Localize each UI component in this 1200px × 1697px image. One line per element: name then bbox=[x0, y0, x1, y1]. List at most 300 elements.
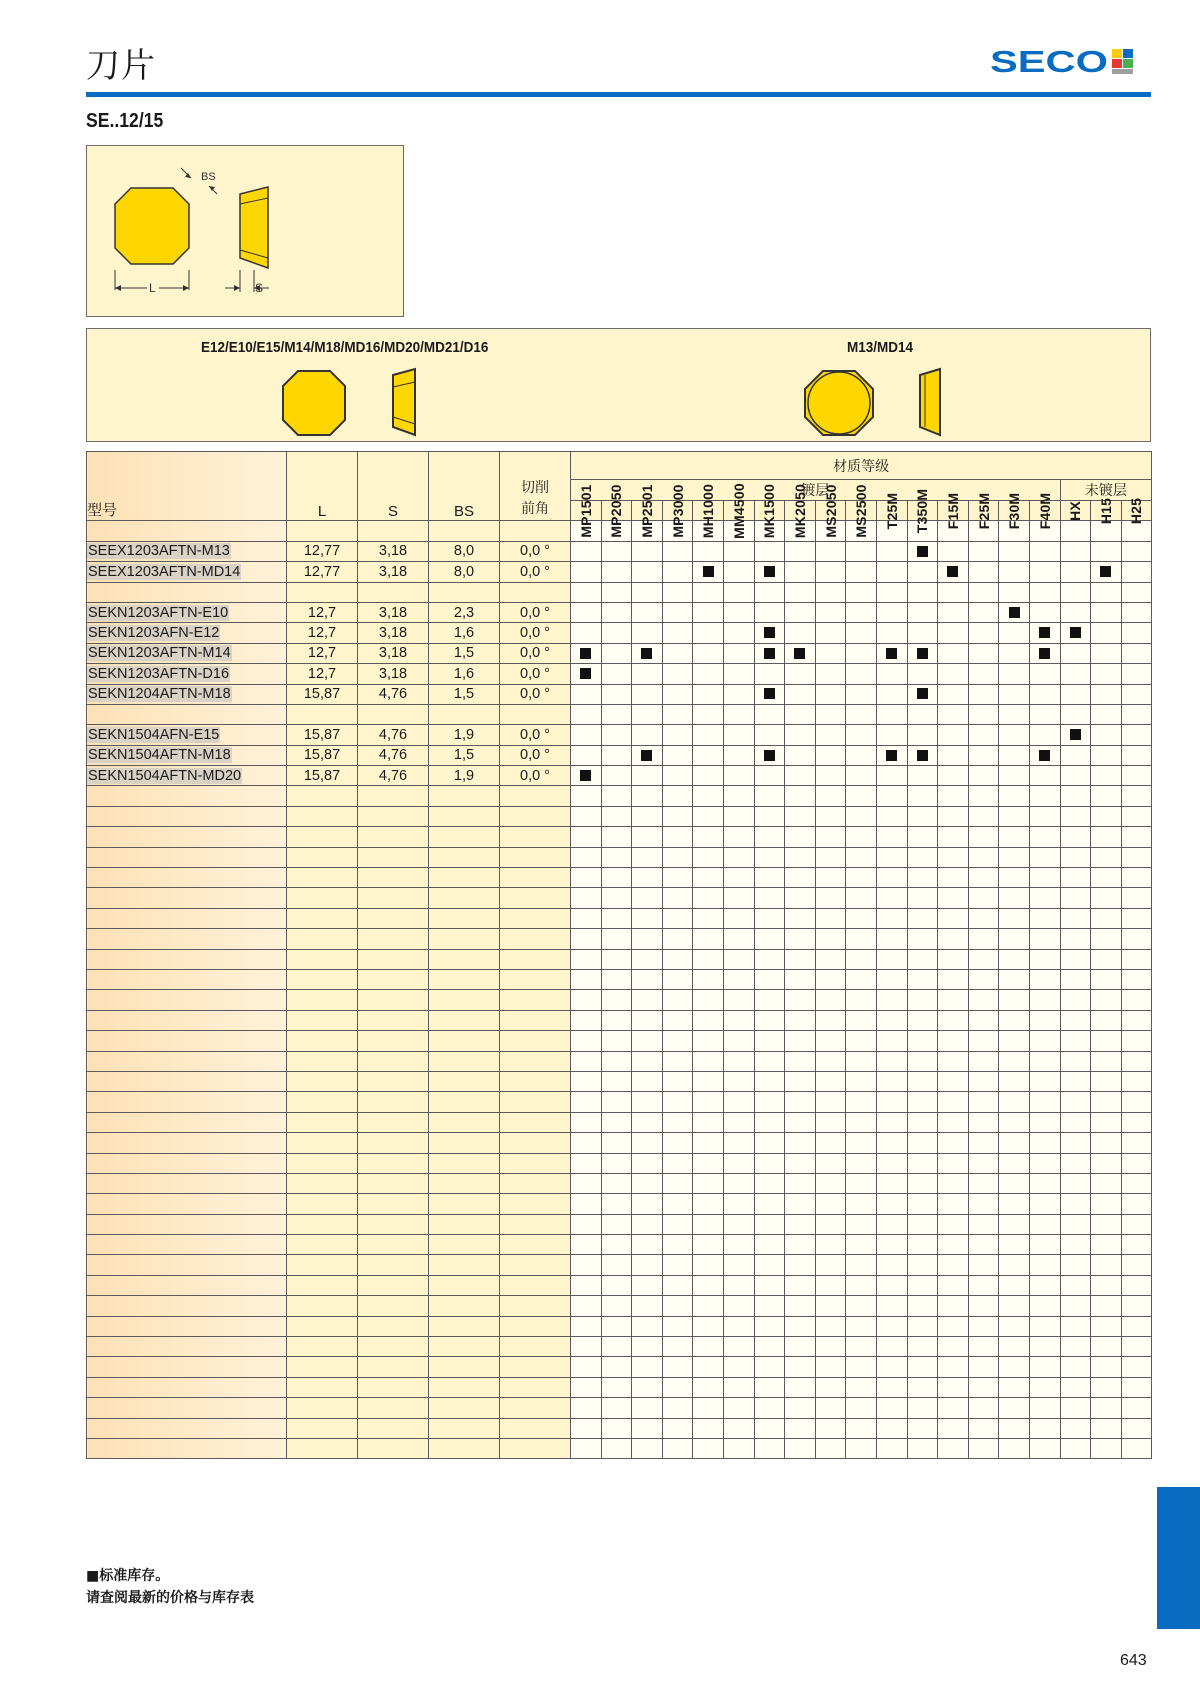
grade-cell bbox=[1029, 664, 1060, 684]
grade-cell bbox=[938, 684, 969, 704]
price-stock-note: 请查阅最新的价格与库存表 bbox=[86, 1590, 254, 1606]
empty-cell bbox=[999, 1153, 1030, 1173]
model-column-header: 型号 bbox=[87, 452, 287, 521]
empty-cell bbox=[876, 1173, 907, 1193]
empty-cell bbox=[693, 1051, 724, 1071]
empty-cell bbox=[1121, 1275, 1152, 1295]
model-cell bbox=[87, 623, 287, 643]
empty-cell bbox=[287, 949, 358, 969]
grade-label: F25M bbox=[975, 492, 992, 529]
empty-cell bbox=[785, 1275, 816, 1295]
empty-cell bbox=[876, 1337, 907, 1357]
grade-cell bbox=[632, 562, 663, 582]
empty-cell bbox=[500, 1031, 571, 1051]
empty-cell bbox=[1029, 1173, 1060, 1193]
empty-cell bbox=[1060, 1051, 1091, 1071]
empty-cell bbox=[754, 908, 785, 928]
grade-cell bbox=[601, 562, 632, 582]
empty-cell bbox=[1091, 582, 1122, 602]
empty-cell bbox=[693, 1235, 724, 1255]
grade-cell bbox=[785, 725, 816, 745]
grade-cell bbox=[968, 643, 999, 663]
model-cell bbox=[87, 725, 287, 745]
empty-cell bbox=[938, 1357, 969, 1377]
stock-mark bbox=[764, 566, 775, 577]
empty-cell bbox=[815, 704, 846, 724]
grade-cell bbox=[846, 684, 877, 704]
empty-cell bbox=[846, 786, 877, 806]
empty-cell bbox=[87, 1092, 287, 1112]
s-value: 3,18 bbox=[358, 541, 429, 561]
empty-cell bbox=[693, 1153, 724, 1173]
empty-cell bbox=[754, 1133, 785, 1153]
empty-cell bbox=[846, 1214, 877, 1234]
grade-cell bbox=[662, 664, 693, 684]
empty-cell bbox=[1029, 1275, 1060, 1295]
empty-cell bbox=[1091, 1153, 1122, 1173]
empty-cell bbox=[693, 1092, 724, 1112]
empty-cell bbox=[968, 1214, 999, 1234]
grade-header-h25 bbox=[1121, 497, 1152, 524]
grade-cell bbox=[1029, 643, 1060, 663]
table-row bbox=[87, 541, 1152, 561]
empty-cell bbox=[723, 1296, 754, 1316]
grade-cell bbox=[1121, 664, 1152, 684]
empty-cell bbox=[815, 1296, 846, 1316]
empty-cell bbox=[87, 1398, 287, 1418]
l-value: 12,7 bbox=[287, 623, 358, 643]
empty-cell bbox=[1091, 786, 1122, 806]
grade-header-t25m bbox=[876, 492, 907, 529]
empty-cell bbox=[601, 949, 632, 969]
empty-cell bbox=[429, 786, 500, 806]
bs-value: 1,9 bbox=[429, 766, 500, 786]
empty-cell bbox=[938, 1255, 969, 1275]
empty-cell bbox=[662, 929, 693, 949]
empty-cell bbox=[571, 582, 602, 602]
empty-cell bbox=[287, 1357, 358, 1377]
empty-cell bbox=[754, 1112, 785, 1132]
empty-cell bbox=[846, 949, 877, 969]
grade-cell bbox=[815, 623, 846, 643]
grade-cell bbox=[999, 602, 1030, 622]
empty-cell bbox=[693, 1438, 724, 1458]
empty-cell bbox=[785, 929, 816, 949]
empty-cell bbox=[815, 806, 846, 826]
empty-cell bbox=[1121, 1173, 1152, 1193]
empty-cell bbox=[999, 1173, 1030, 1193]
empty-cell bbox=[1091, 1398, 1122, 1418]
empty-cell bbox=[662, 1275, 693, 1295]
empty-cell bbox=[938, 806, 969, 826]
empty-cell bbox=[429, 1071, 500, 1091]
empty-cell bbox=[662, 1316, 693, 1336]
empty-cell bbox=[785, 1438, 816, 1458]
empty-cell bbox=[907, 1235, 938, 1255]
empty-cell bbox=[968, 1194, 999, 1214]
empty-cell bbox=[571, 1051, 602, 1071]
empty-cell bbox=[1029, 868, 1060, 888]
empty-cell bbox=[287, 1214, 358, 1234]
empty-cell bbox=[1121, 847, 1152, 867]
empty-cell bbox=[693, 1377, 724, 1397]
empty-cell bbox=[754, 1214, 785, 1234]
empty-cell bbox=[815, 847, 846, 867]
empty-cell bbox=[876, 1153, 907, 1173]
empty-cell bbox=[785, 1357, 816, 1377]
empty-cell bbox=[429, 929, 500, 949]
empty-cell bbox=[500, 990, 571, 1010]
empty-cell bbox=[500, 1092, 571, 1112]
grade-cell bbox=[601, 766, 632, 786]
empty-cell bbox=[938, 1296, 969, 1316]
l-value: 15,87 bbox=[287, 684, 358, 704]
table-row-empty bbox=[87, 1235, 1152, 1255]
empty-cell bbox=[968, 888, 999, 908]
empty-cell bbox=[1060, 1316, 1091, 1336]
empty-cell bbox=[358, 827, 429, 847]
empty-cell bbox=[999, 582, 1030, 602]
empty-cell bbox=[87, 1255, 287, 1275]
grade-cell bbox=[754, 602, 785, 622]
empty-cell bbox=[1029, 786, 1060, 806]
empty-cell bbox=[601, 990, 632, 1010]
empty-cell bbox=[938, 949, 969, 969]
empty-cell bbox=[785, 1153, 816, 1173]
empty-cell bbox=[846, 1031, 877, 1051]
empty-cell bbox=[571, 1214, 602, 1234]
grade-cell bbox=[968, 602, 999, 622]
grades-header: 材质等级 bbox=[571, 452, 1152, 480]
empty-cell bbox=[1091, 1031, 1122, 1051]
stock-mark bbox=[886, 648, 897, 659]
empty-cell bbox=[968, 929, 999, 949]
grade-cell bbox=[571, 684, 602, 704]
section-tab bbox=[1157, 1487, 1200, 1629]
empty-cell bbox=[999, 888, 1030, 908]
empty-cell bbox=[1121, 1357, 1152, 1377]
empty-cell bbox=[662, 1398, 693, 1418]
grade-cell bbox=[632, 541, 663, 561]
empty-cell bbox=[1029, 1010, 1060, 1030]
empty-cell bbox=[287, 1377, 358, 1397]
grade-cell bbox=[846, 541, 877, 561]
grade-header-ms2500 bbox=[846, 484, 877, 538]
empty-cell bbox=[938, 1214, 969, 1234]
empty-cell bbox=[815, 1112, 846, 1132]
empty-cell bbox=[1121, 990, 1152, 1010]
empty-cell bbox=[1029, 1296, 1060, 1316]
empty-cell bbox=[429, 949, 500, 969]
empty-cell bbox=[87, 806, 287, 826]
empty-cell bbox=[815, 1377, 846, 1397]
grade-cell bbox=[999, 745, 1030, 765]
empty-cell bbox=[87, 1031, 287, 1051]
empty-cell bbox=[662, 1337, 693, 1357]
empty-cell bbox=[1029, 990, 1060, 1010]
empty-cell bbox=[1091, 1275, 1122, 1295]
empty-cell bbox=[1029, 1255, 1060, 1275]
empty-cell bbox=[358, 1092, 429, 1112]
empty-cell bbox=[1060, 1133, 1091, 1153]
empty-cell bbox=[815, 1092, 846, 1112]
empty-cell bbox=[571, 1438, 602, 1458]
empty-cell bbox=[429, 1357, 500, 1377]
grade-label: F40M bbox=[1036, 492, 1053, 529]
empty-cell bbox=[907, 847, 938, 867]
empty-cell bbox=[429, 908, 500, 928]
empty-cell bbox=[1091, 1071, 1122, 1091]
empty-cell bbox=[876, 1255, 907, 1275]
empty-cell bbox=[785, 1112, 816, 1132]
l-value: 12,77 bbox=[287, 541, 358, 561]
empty-cell bbox=[1121, 806, 1152, 826]
empty-cell bbox=[968, 1275, 999, 1295]
empty-cell bbox=[846, 929, 877, 949]
empty-cell bbox=[429, 1092, 500, 1112]
empty-cell bbox=[754, 1418, 785, 1438]
empty-cell bbox=[87, 1275, 287, 1295]
empty-cell bbox=[287, 1112, 358, 1132]
empty-cell bbox=[601, 969, 632, 989]
empty-cell bbox=[876, 806, 907, 826]
empty-cell bbox=[846, 888, 877, 908]
empty-cell bbox=[1121, 1418, 1152, 1438]
empty-cell bbox=[938, 1316, 969, 1336]
model-code: SEKN1203AFTN-D16 bbox=[88, 665, 230, 682]
empty-cell bbox=[907, 1438, 938, 1458]
grade-cell bbox=[1029, 541, 1060, 561]
rake-angle-header-line1: 切削 bbox=[521, 480, 549, 497]
empty-cell bbox=[1060, 1173, 1091, 1193]
empty-cell bbox=[1029, 704, 1060, 724]
empty-cell bbox=[876, 786, 907, 806]
empty-cell bbox=[632, 969, 663, 989]
empty-cell bbox=[876, 704, 907, 724]
s-value: 3,18 bbox=[358, 562, 429, 582]
empty-cell bbox=[907, 1194, 938, 1214]
empty-cell bbox=[754, 1235, 785, 1255]
stock-mark bbox=[917, 750, 928, 761]
grade-cell bbox=[938, 643, 969, 663]
empty-cell bbox=[907, 786, 938, 806]
empty-cell bbox=[358, 847, 429, 867]
empty-cell bbox=[1091, 990, 1122, 1010]
empty-cell bbox=[1060, 582, 1091, 602]
empty-cell bbox=[815, 1194, 846, 1214]
table-row-empty bbox=[87, 1051, 1152, 1071]
empty-cell bbox=[1121, 1438, 1152, 1458]
empty-cell bbox=[1091, 1316, 1122, 1336]
empty-cell bbox=[601, 1275, 632, 1295]
grade-cell bbox=[938, 562, 969, 582]
l-value: 12,7 bbox=[287, 664, 358, 684]
empty-cell bbox=[287, 1296, 358, 1316]
empty-cell bbox=[968, 1010, 999, 1030]
table-row-empty bbox=[87, 1194, 1152, 1214]
empty-cell bbox=[601, 806, 632, 826]
empty-cell bbox=[754, 1377, 785, 1397]
empty-cell bbox=[662, 704, 693, 724]
empty-cell bbox=[500, 1438, 571, 1458]
table-row-empty bbox=[87, 704, 1152, 724]
empty-cell bbox=[815, 1398, 846, 1418]
grade-cell bbox=[754, 623, 785, 643]
grade-cell bbox=[693, 541, 724, 561]
grade-label: F30M bbox=[1006, 492, 1023, 529]
table-row-empty bbox=[87, 1418, 1152, 1438]
empty-cell bbox=[846, 1255, 877, 1275]
empty-cell bbox=[968, 1153, 999, 1173]
empty-cell bbox=[1029, 908, 1060, 928]
grade-cell bbox=[601, 623, 632, 643]
empty-cell bbox=[429, 1031, 500, 1051]
empty-cell bbox=[938, 1010, 969, 1030]
model-code: SEKN1504AFTN-M18 bbox=[88, 747, 231, 764]
empty-cell bbox=[876, 1235, 907, 1255]
empty-cell bbox=[500, 521, 571, 541]
grade-cell bbox=[907, 684, 938, 704]
empty-cell bbox=[87, 704, 287, 724]
empty-cell bbox=[632, 1316, 663, 1336]
empty-cell bbox=[1091, 1418, 1122, 1438]
empty-cell bbox=[571, 1194, 602, 1214]
grade-cell bbox=[907, 725, 938, 745]
empty-cell bbox=[846, 1010, 877, 1030]
empty-cell bbox=[968, 1092, 999, 1112]
empty-cell bbox=[429, 990, 500, 1010]
empty-cell bbox=[754, 847, 785, 867]
empty-cell bbox=[723, 868, 754, 888]
rake-value: 0,0 ° bbox=[500, 602, 571, 622]
grade-cell bbox=[876, 766, 907, 786]
empty-cell bbox=[754, 949, 785, 969]
empty-cell bbox=[999, 1337, 1030, 1357]
empty-cell bbox=[1121, 1051, 1152, 1071]
empty-cell bbox=[632, 908, 663, 928]
empty-cell bbox=[1060, 1235, 1091, 1255]
empty-cell bbox=[429, 1194, 500, 1214]
empty-cell bbox=[723, 1010, 754, 1030]
grade-cell bbox=[876, 643, 907, 663]
grade-cell bbox=[968, 684, 999, 704]
empty-cell bbox=[846, 1275, 877, 1295]
empty-cell bbox=[693, 847, 724, 867]
empty-cell bbox=[358, 1337, 429, 1357]
empty-cell bbox=[968, 1235, 999, 1255]
empty-cell bbox=[662, 786, 693, 806]
bs-value: 1,6 bbox=[429, 623, 500, 643]
empty-cell bbox=[87, 990, 287, 1010]
model-cell bbox=[87, 562, 287, 582]
grade-cell bbox=[1060, 725, 1091, 745]
empty-cell bbox=[87, 1296, 287, 1316]
empty-cell bbox=[754, 1357, 785, 1377]
empty-cell bbox=[601, 1316, 632, 1336]
empty-cell bbox=[693, 949, 724, 969]
table-row-empty bbox=[87, 847, 1152, 867]
empty-cell bbox=[87, 1337, 287, 1357]
empty-cell bbox=[968, 1337, 999, 1357]
empty-cell bbox=[907, 1418, 938, 1438]
grade-cell bbox=[662, 766, 693, 786]
empty-cell bbox=[876, 969, 907, 989]
model-code: SEKN1203AFTN-E10 bbox=[88, 604, 229, 621]
empty-cell bbox=[662, 847, 693, 867]
grade-header-h15 bbox=[1091, 497, 1122, 524]
empty-cell bbox=[571, 1337, 602, 1357]
empty-cell bbox=[815, 1275, 846, 1295]
empty-cell bbox=[287, 1133, 358, 1153]
empty-cell bbox=[662, 1010, 693, 1030]
empty-cell bbox=[754, 827, 785, 847]
grade-header-mp2050 bbox=[601, 484, 632, 538]
grade-cell bbox=[999, 684, 1030, 704]
empty-cell bbox=[846, 1112, 877, 1132]
empty-cell bbox=[785, 1255, 816, 1275]
empty-cell bbox=[693, 1398, 724, 1418]
grade-label: MP2501 bbox=[638, 484, 655, 538]
empty-cell bbox=[754, 582, 785, 602]
empty-cell bbox=[632, 1051, 663, 1071]
empty-cell bbox=[662, 1194, 693, 1214]
empty-cell bbox=[571, 847, 602, 867]
empty-cell bbox=[1060, 1418, 1091, 1438]
grade-cell bbox=[999, 541, 1030, 561]
empty-cell bbox=[693, 582, 724, 602]
grade-label: MP2050 bbox=[608, 484, 625, 538]
grade-cell bbox=[754, 745, 785, 765]
page-title: 刀片 bbox=[86, 46, 156, 86]
empty-cell bbox=[1091, 847, 1122, 867]
grade-cell bbox=[632, 643, 663, 663]
empty-cell bbox=[500, 1214, 571, 1234]
empty-cell bbox=[785, 1031, 816, 1051]
empty-cell bbox=[1121, 969, 1152, 989]
bs-column-header: BS bbox=[429, 452, 500, 521]
grade-cell bbox=[815, 745, 846, 765]
grade-label: H15 bbox=[1097, 497, 1114, 524]
grade-cell bbox=[785, 684, 816, 704]
empty-cell bbox=[500, 1296, 571, 1316]
empty-cell bbox=[1060, 847, 1091, 867]
empty-cell bbox=[723, 806, 754, 826]
empty-cell bbox=[358, 1377, 429, 1397]
empty-cell bbox=[601, 704, 632, 724]
table-row bbox=[87, 602, 1152, 622]
l-value: 15,87 bbox=[287, 766, 358, 786]
empty-cell bbox=[571, 1275, 602, 1295]
empty-cell bbox=[723, 1398, 754, 1418]
empty-cell bbox=[754, 1438, 785, 1458]
empty-cell bbox=[287, 1418, 358, 1438]
empty-cell bbox=[999, 1010, 1030, 1030]
grade-cell bbox=[601, 541, 632, 561]
grade-cell bbox=[1029, 725, 1060, 745]
empty-cell bbox=[87, 1133, 287, 1153]
stock-mark bbox=[1070, 627, 1081, 638]
empty-cell bbox=[938, 1337, 969, 1357]
table-row-empty bbox=[87, 1112, 1152, 1132]
table-row-empty bbox=[87, 1398, 1152, 1418]
empty-cell bbox=[429, 1418, 500, 1438]
stock-mark bbox=[1039, 750, 1050, 761]
grade-header-hx bbox=[1060, 501, 1091, 521]
empty-cell bbox=[601, 786, 632, 806]
empty-cell bbox=[785, 1051, 816, 1071]
empty-cell bbox=[632, 1214, 663, 1234]
empty-cell bbox=[968, 868, 999, 888]
